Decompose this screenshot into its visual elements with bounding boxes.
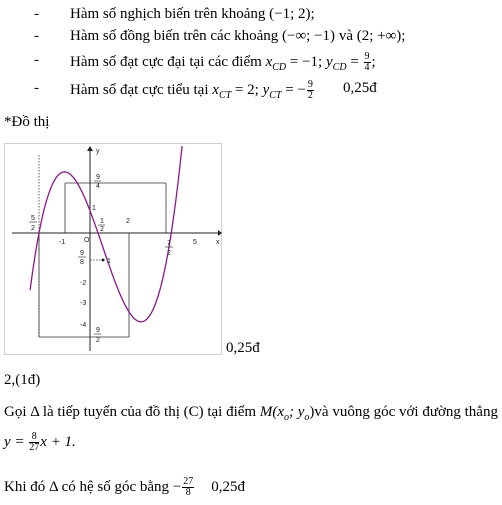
tick-label: 7 — [167, 240, 171, 247]
section-title: *Đồ thị — [4, 114, 50, 130]
part2-heading: 2,(1đ) — [4, 372, 41, 388]
sub-ct: CT — [269, 89, 282, 101]
point-label: 1 — [107, 258, 111, 265]
tick-label: 9 — [96, 327, 100, 334]
point-m-close: ) — [309, 404, 315, 420]
tick-label: -4 — [80, 322, 87, 329]
statement-text: Khi đó Δ có hệ số góc bằng − — [4, 478, 182, 495]
statement-text: Hàm số đạt cực tiểu tại — [70, 81, 213, 98]
x-value: = 2; — [231, 81, 263, 98]
var-y: y — [325, 53, 333, 70]
y-axis-label: y — [96, 148, 100, 155]
conjunction: và — [335, 28, 357, 44]
point-m-mid: ; y — [289, 404, 305, 420]
tick-label: 1 — [92, 205, 96, 212]
statement-text: Gọi Δ là tiếp tuyến của đồ thị (C) tại điểm — [4, 404, 260, 420]
bullet-text — [70, 6, 315, 23]
function-graph — [4, 143, 222, 355]
bullet-mark: - — [34, 6, 39, 22]
slope-statement — [4, 477, 245, 498]
statement-text: Hàm số nghịch biến trên khoảng — [70, 6, 270, 22]
tick-label: 5 — [193, 239, 197, 246]
sub-o: o — [304, 412, 310, 423]
var-x: x — [212, 81, 219, 98]
bullet-text — [70, 80, 315, 101]
tick-label: 2 — [96, 337, 100, 344]
bullet-mark: - — [34, 28, 39, 44]
fraction-9-2: $\frac{9}{2}$ — [307, 79, 313, 101]
sub-o: o — [284, 412, 289, 423]
tick-label: -1 — [59, 239, 66, 246]
tick-label: 9 — [96, 174, 100, 181]
graph-frame — [5, 144, 222, 355]
equals: = — [346, 53, 363, 70]
origin-label: O — [84, 237, 90, 244]
tick-label: 2 — [126, 218, 130, 225]
statement-text: Hàm số đạt cực đại tại các điểm — [70, 53, 266, 70]
equation-lhs: y = — [4, 433, 29, 450]
statement-text: Hàm số đồng biến trên các khoảng — [70, 28, 283, 44]
fraction-9-4: $\frac{9}{4}$ — [364, 51, 370, 73]
point-m: M(x — [259, 404, 284, 420]
tick-label: 2 — [100, 226, 104, 233]
sub-cd: CD — [272, 61, 287, 73]
interval: (2; +∞); — [356, 28, 406, 44]
score-label: 0,25đ — [211, 478, 245, 495]
bullet-mark: - — [34, 52, 39, 68]
bullet-text — [70, 28, 405, 45]
tick-label: -3 — [80, 300, 87, 307]
semicolon: ; — [371, 53, 376, 70]
fraction-8-27: $\frac{8}{27}$ — [29, 431, 40, 453]
sub-ct: CT — [218, 89, 232, 101]
fraction-27-8: $\frac{27}{8}$ — [183, 476, 194, 498]
x-value: = −1; — [286, 53, 326, 70]
equals: = − — [281, 81, 306, 98]
interval: (−∞; −1) — [282, 28, 336, 44]
tick-label: 5 — [31, 215, 35, 222]
var-y: y — [262, 81, 270, 98]
statement-text: và vuông góc với đường thẳng — [314, 404, 498, 420]
score-label: 0,25đ — [343, 80, 377, 96]
interval: (−1; 2); — [269, 6, 315, 22]
var-x: x — [265, 53, 273, 70]
bullet-mark: - — [34, 80, 39, 96]
tick-label: 4 — [96, 183, 100, 190]
tick-label: 1 — [100, 218, 104, 225]
bullet-text — [70, 52, 376, 73]
line-equation — [4, 432, 76, 453]
equation-rhs: x + 1. — [40, 433, 76, 450]
tick-label: 2 — [31, 225, 35, 232]
sub-cd: CD — [332, 61, 347, 73]
tick-label: 8 — [80, 259, 84, 266]
part2-statement — [4, 404, 498, 423]
graph-svg — [4, 143, 222, 355]
tick-label: -2 — [80, 280, 87, 287]
tick-label: 9 — [80, 250, 84, 257]
tick-label: 2 — [167, 250, 171, 257]
x-axis-label: x — [216, 239, 220, 246]
score-label: 0,25đ — [226, 340, 260, 356]
point-marker — [102, 259, 105, 262]
